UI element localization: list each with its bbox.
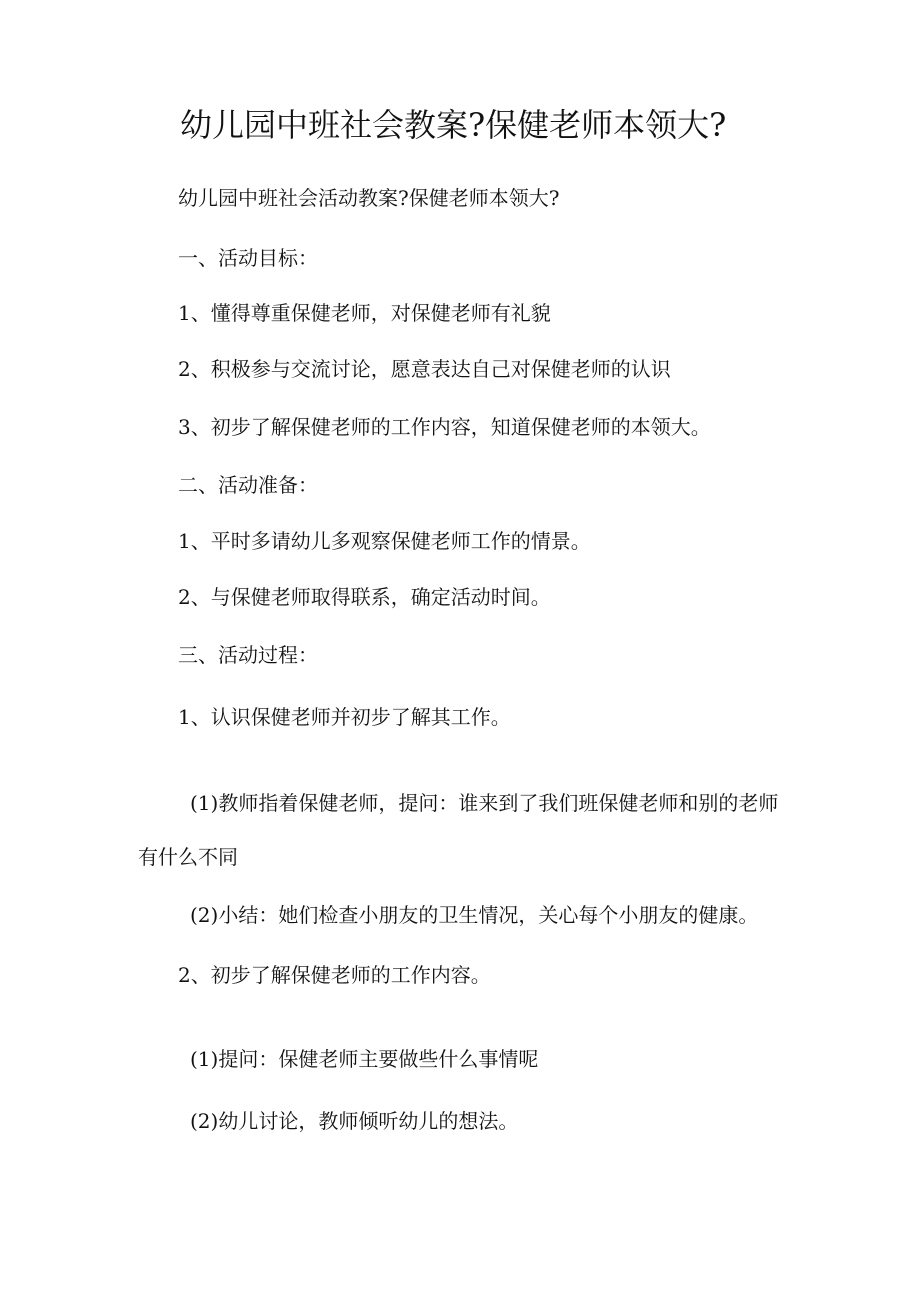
subtitle-line: 幼儿园中班社会活动教案?保健老师本领大? [178,186,560,210]
preparation-item-2: 2、与保健老师取得联系，确定活动时间。 [178,585,551,609]
section-heading-process: 三、活动过程： [178,643,318,667]
preparation-item-1: 1、平时多请幼儿多观察保健老师工作的情景。 [178,529,591,553]
process-subitem-2: (2)小结：她们检查小朋友的卫生情况，关心每个小朋友的健康。 [190,903,759,927]
goal-item-3: 3、初步了解保健老师的工作内容，知道保健老师的本领大。 [178,415,711,439]
section-heading-preparation: 二、活动准备： [178,473,318,497]
process-subitem-1-continued: 有什么不同 [138,845,238,869]
process-item-1: 1、认识保健老师并初步了解其工作。 [178,705,511,729]
process-subitem-4: (2)幼儿讨论，教师倾听幼儿的想法。 [190,1109,519,1133]
section-heading-goals: 一、活动目标： [178,246,318,270]
process-item-2: 2、初步了解保健老师的工作内容。 [178,963,491,987]
goal-item-2: 2、积极参与交流讨论，愿意表达自己对保健老师的认识 [178,357,671,381]
process-subitem-1: (1)教师指着保健老师，提问：谁来到了我们班保健老师和别的老师 [190,791,779,815]
goal-item-1: 1、懂得尊重保健老师，对保健老师有礼貌 [178,301,551,325]
document-title: 幼儿园中班社会教案?保健老师本领大? [180,106,727,144]
process-subitem-3: (1)提问：保健老师主要做些什么事情呢 [190,1047,539,1071]
